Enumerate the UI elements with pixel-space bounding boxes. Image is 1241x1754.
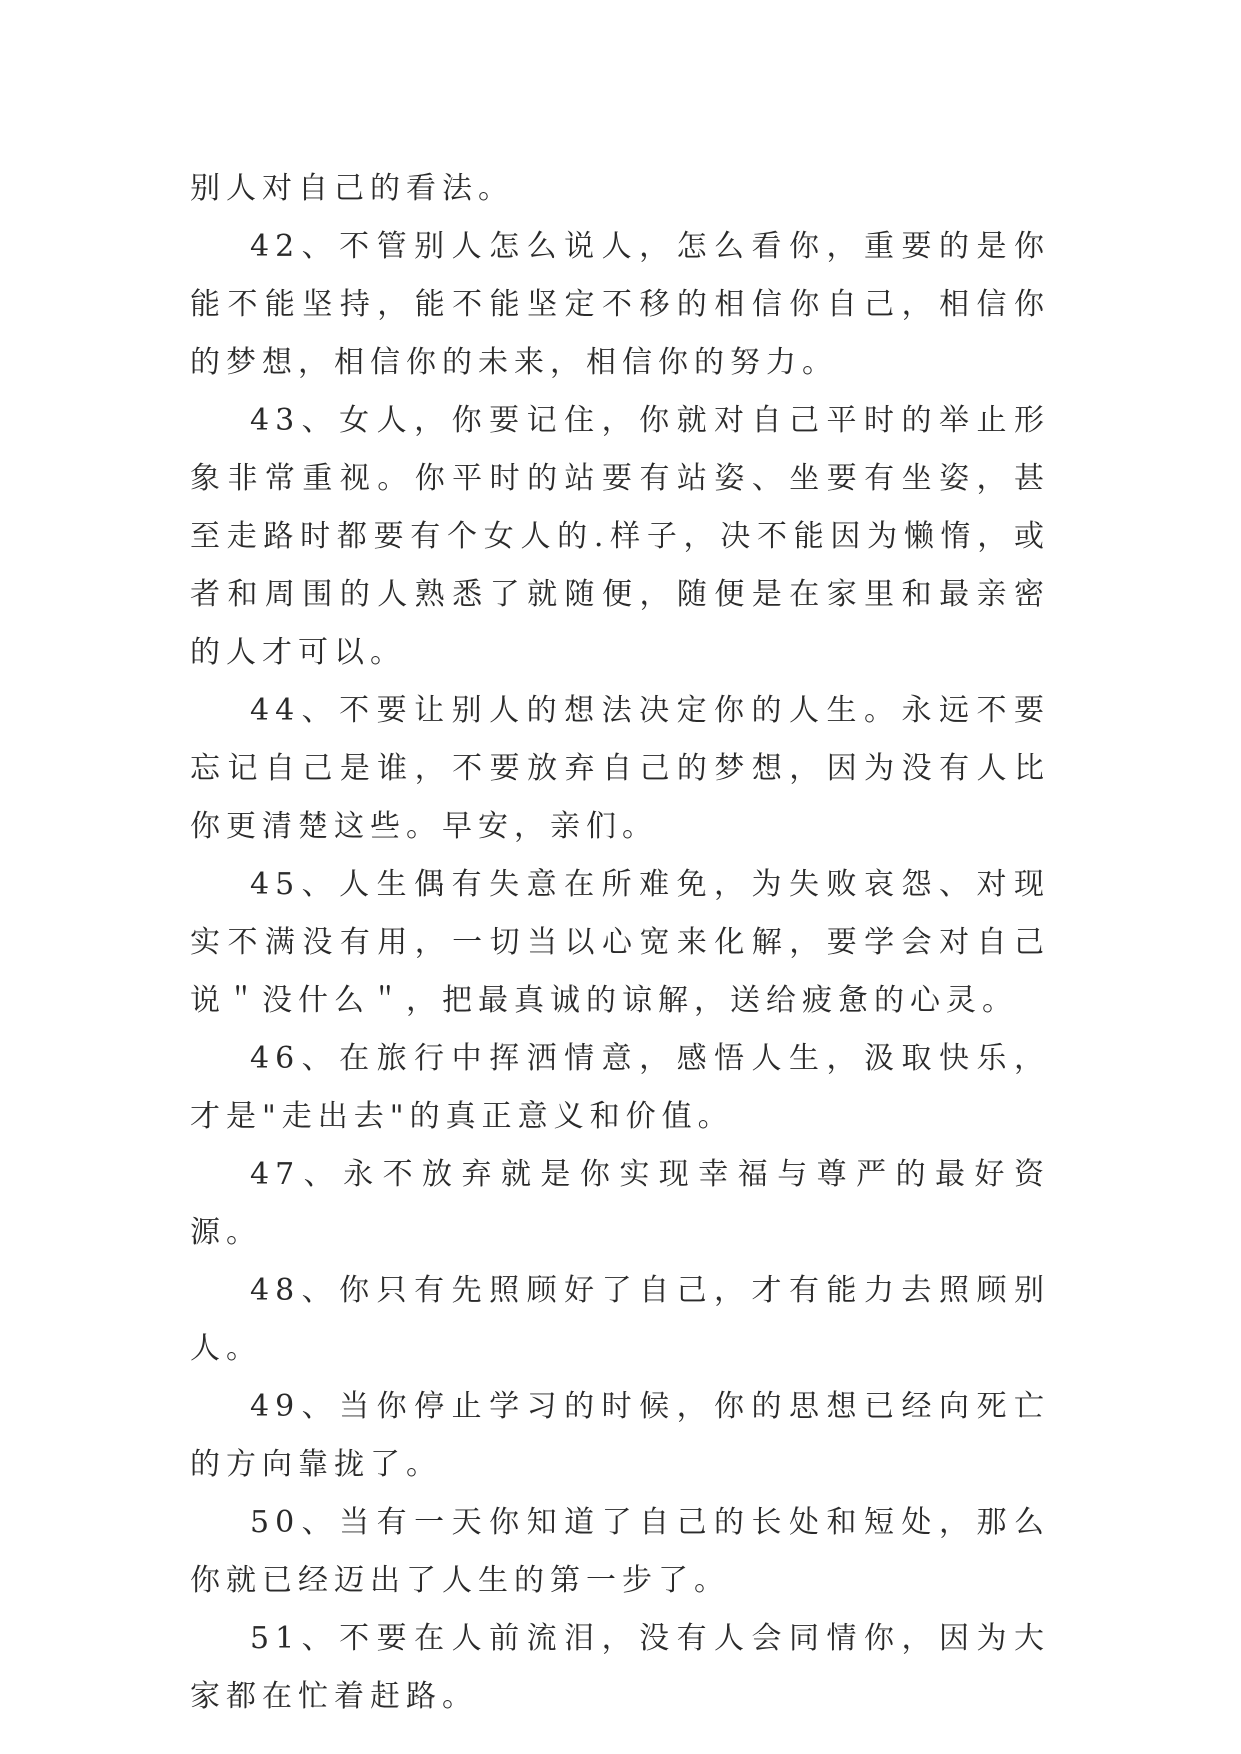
paragraph-47: 47、永不放弃就是你实现幸福与尊严的最好资源。	[190, 1157, 1050, 1250]
paragraph-42: 42、不管别人怎么说人，怎么看你，重要的是你能不能坚持，能不能坚定不移的相信你自己，相信你的梦想，相信你的未来，相信你的努力。	[190, 229, 1050, 380]
paragraph-44: 44、不要让别人的想法决定你的人生。永远不要忘记自己是谁，不要放弃自己的梦想，因为没有人比你更清楚这些。早安，亲们。	[190, 693, 1050, 844]
body-text	[190, 160, 1050, 1726]
paragraph-45: 45、人生偶有失意在所难免，为失败哀怨、对现实不满没有用，一切当以心宽来化解，要学会对自己说＂没什么＂，把最真诚的谅解，送给疲惫的心灵。	[190, 867, 1050, 1018]
paragraph-46: 46、在旅行中挥洒情意，感悟人生，汲取快乐，才是"走出去"的真正意义和价值。	[190, 1041, 1050, 1134]
paragraph-48: 48、你只有先照顾好了自己，才有能力去照顾别人。	[190, 1273, 1050, 1366]
paragraph-49: 49、当你停止学习的时候，你的思想已经向死亡的方向靠拢了。	[190, 1389, 1050, 1482]
paragraph-continuation: 别人对自己的看法。	[190, 171, 514, 206]
paragraph-50: 50、当有一天你知道了自己的长处和短处，那么你就已经迈出了人生的第一步了。	[190, 1505, 1050, 1598]
paragraph-43: 43、女人，你要记住，你就对自己平时的举止形象非常重视。你平时的站要有站姿、坐要有坐姿，甚至走路时都要有个女人的.样子，决不能因为懒惰，或者和周围的人熟悉了就随便，随便是在家里和最亲密的人才可以。	[190, 403, 1050, 670]
paragraph-51: 51、不要在人前流泪，没有人会同情你，因为大家都在忙着赶路。	[190, 1621, 1050, 1714]
